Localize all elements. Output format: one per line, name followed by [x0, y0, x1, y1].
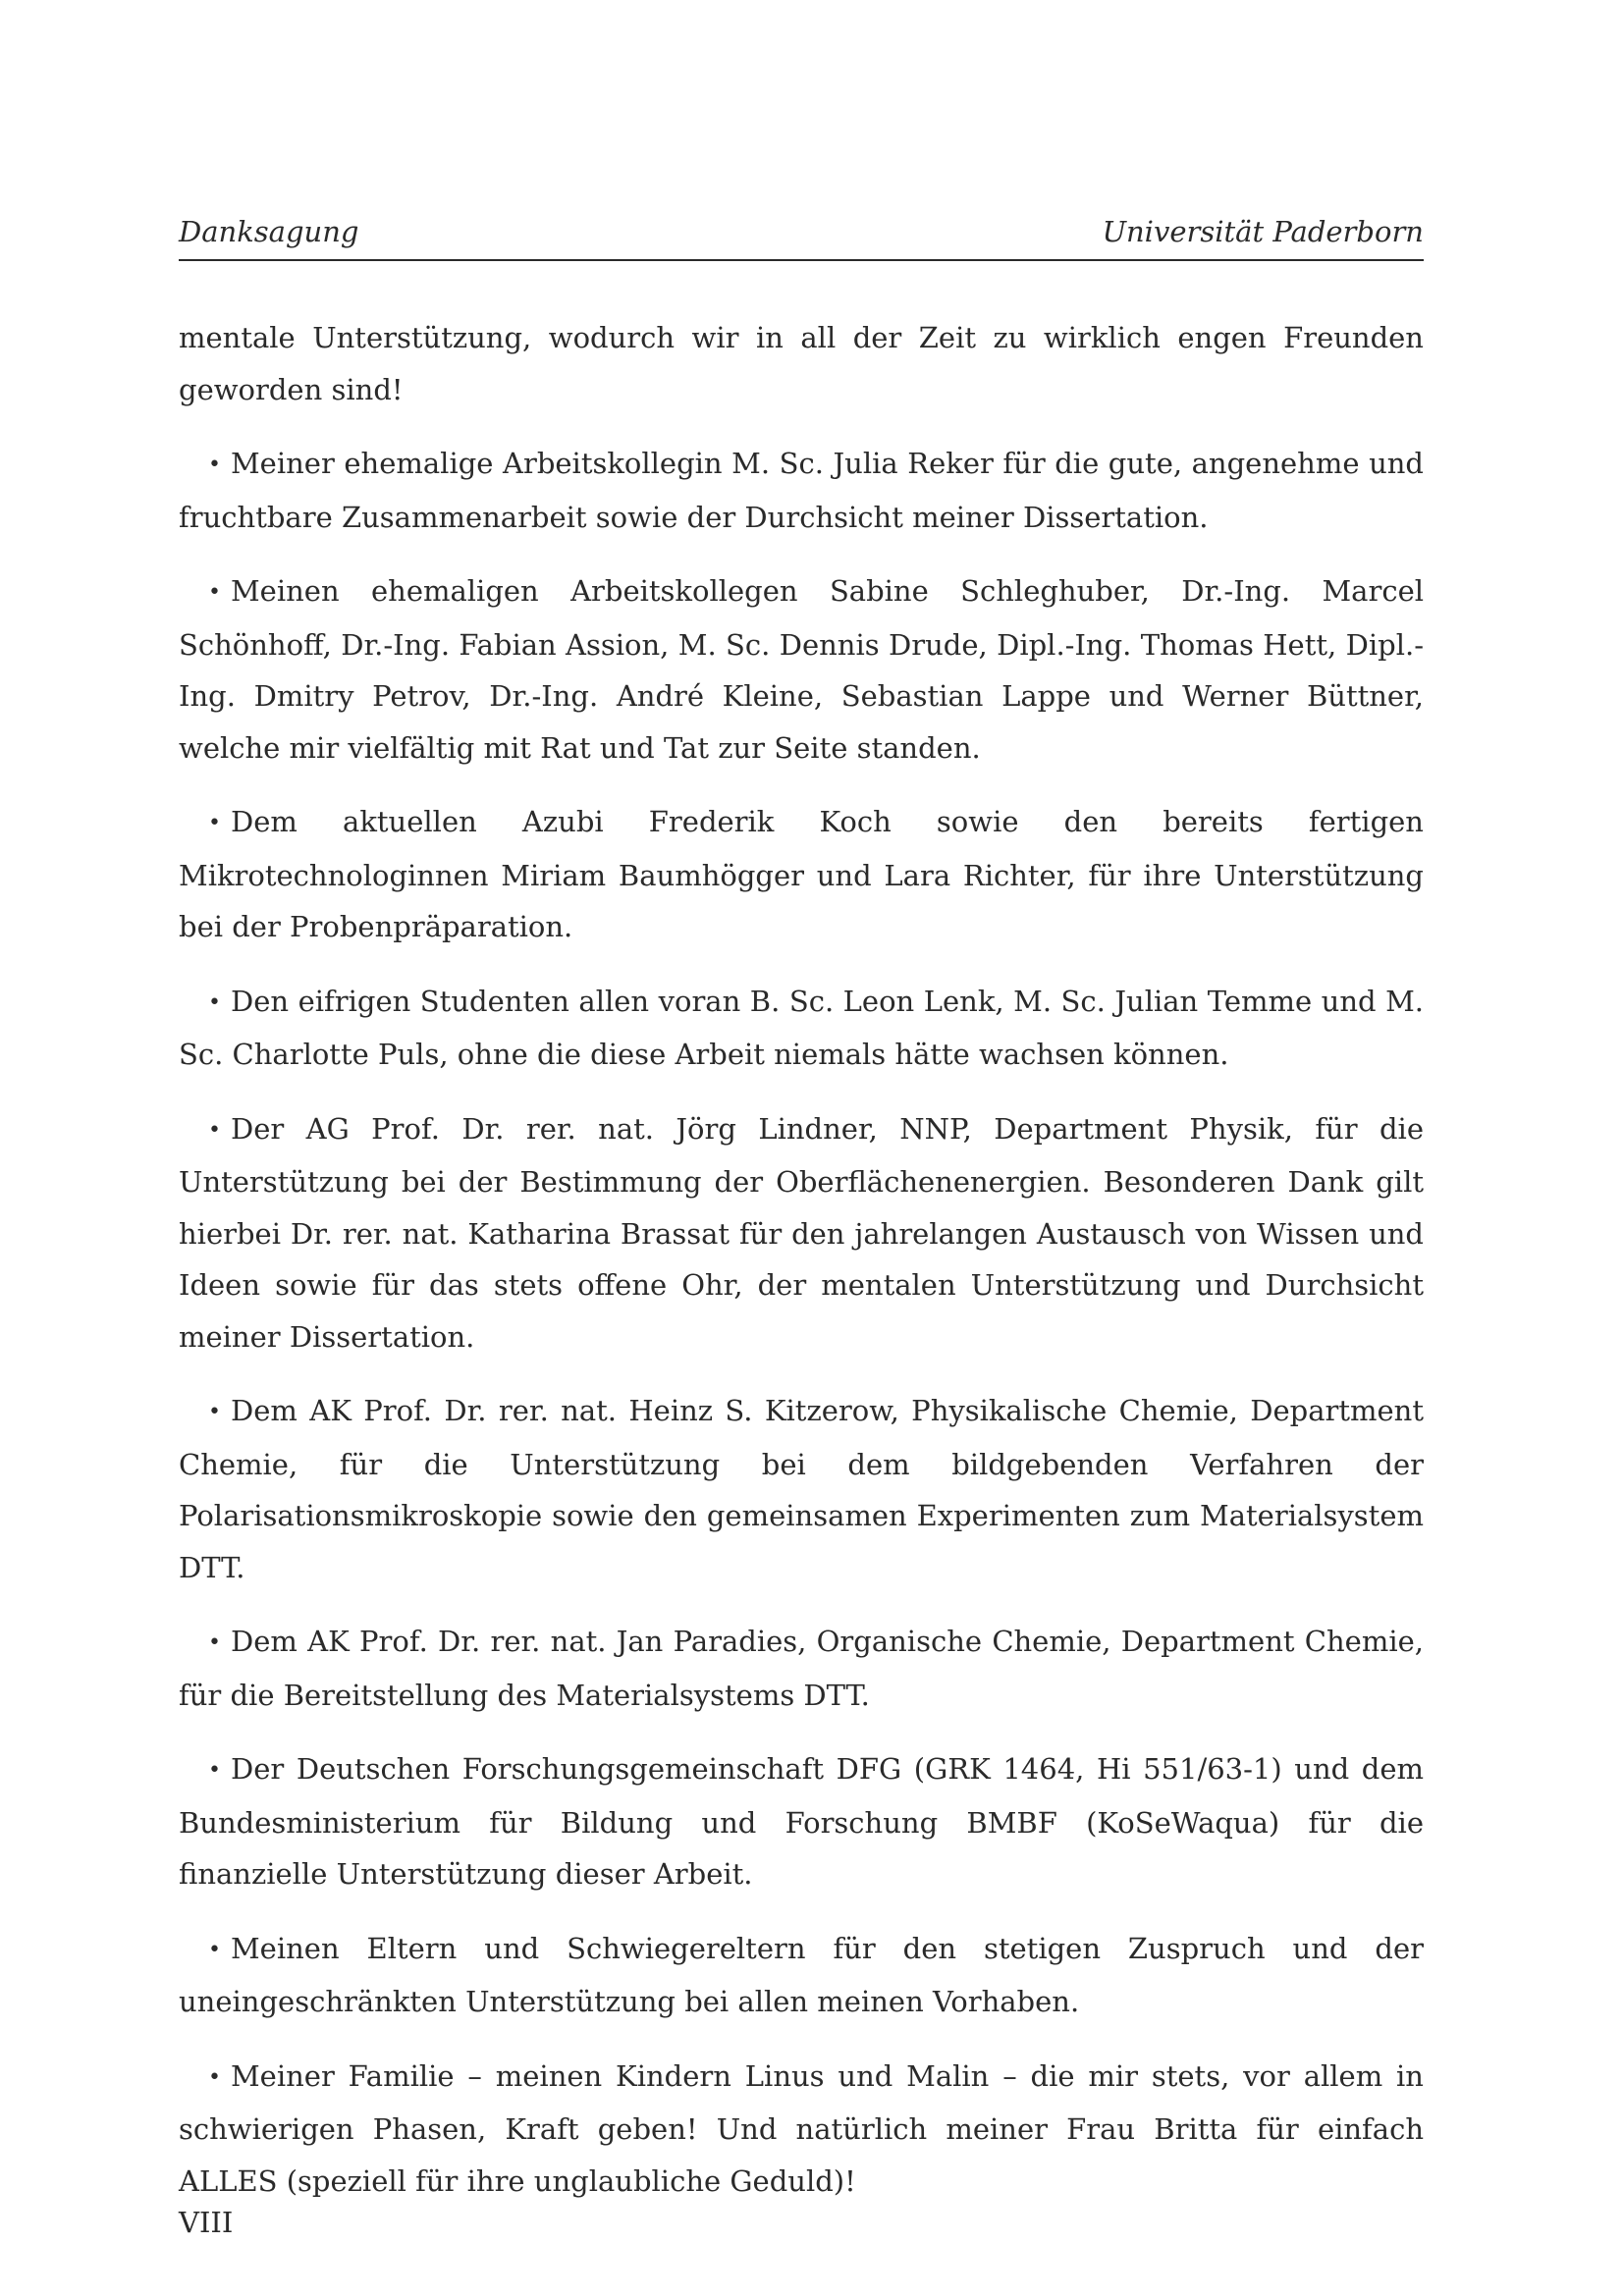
list-item	[179, 1743, 1424, 1900]
bullet-icon: •	[208, 811, 221, 835]
list-item-text: Meiner ehemalige Arbeitskollegin M. Sc. Julia Reker für die gute, angenehme und fruchtbare Zusammenarbeit sowie der Durchsicht meiner Dissertation.	[179, 447, 1424, 534]
list-item-text: Den eifrigen Studenten allen voran B. Sc. Leon Lenk, M. Sc. Julian Temme und M. Sc. Charlotte Puls, ohne die diese Arbeit niemals hätte wachsen können.	[179, 984, 1424, 1071]
bullet-icon: •	[208, 580, 221, 605]
bullet-icon: •	[208, 2064, 221, 2090]
page-number: VIII	[179, 2206, 234, 2239]
list-item	[179, 2051, 1424, 2208]
header-chapter-title: Danksagung	[179, 215, 359, 248]
list-item	[179, 976, 1424, 1081]
list-item-text: Der Deutschen Forschungsgemeinschaft DFG (GRK 1464, Hi 551/63-1) und dem Bundesministerium für Bildung und Forschung BMBF (KoSeWaqua) für die finanzielle Unterstützung dieser Arbeit.	[179, 1752, 1424, 1891]
bullet-icon: •	[208, 453, 221, 477]
list-item-text: Dem aktuellen Azubi Frederik Koch sowie den bereits fertigen Mikrotechnologinnen Miriam Baumhögger und Lara Richter, für ihre Unterstützung bei der Probenpräparation.	[179, 805, 1424, 943]
acknowledgements-body	[179, 312, 1424, 2229]
list-item	[179, 796, 1424, 953]
running-header	[179, 208, 1424, 255]
bullet-icon: •	[208, 1758, 221, 1783]
list-item-text: Meinen ehemaligen Arbeitskollegen Sabine Schleghuber, Dr.-Ing. Marcel Schönhoff, Dr.-Ing. Fabian Assion, M. Sc. Dennis Drude, Dipl.-Ing. Thomas Hett, Dipl.-Ing. Dmitry Petrov, Dr.-Ing. André Kleine, Sebastian Lappe und Werner Büttner, welche mir vielfältig mit Rat und Tat zur Seite standen.	[179, 574, 1424, 765]
list-item	[179, 565, 1424, 774]
header-institution: Universität Paderborn	[1102, 215, 1424, 248]
list-item-text: Meiner Familie – meinen Kindern Linus und Malin – die mir stets, vor allem in schwierigen Phasen, Kraft geben! Und natürlich meiner Frau Britta für einfach ALLES (speziell für ihre unglaubliche Geduld)!	[179, 2058, 1424, 2198]
list-item	[179, 1103, 1424, 1363]
bullet-icon: •	[208, 1630, 221, 1655]
list-item-text: Dem AK Prof. Dr. rer. nat. Jan Paradies, Organische Chemie, Department Chemie, für die Bereitstellung des Materialsystems DTT.	[179, 1625, 1424, 1712]
bullet-icon: •	[208, 989, 221, 1015]
bullet-icon: •	[208, 1937, 221, 1962]
list-item-text: Der AG Prof. Dr. rer. nat. Jörg Lindner, NNP, Department Physik, für die Unterstützung bei der Bestimmung der Oberflächenenergien. Besonderen Dank gilt hierbei Dr. rer. nat. Katharina Brassat für den jahrelangen Austausch von Wissen und Ideen sowie für das stets offene Ohr, der mentalen Unterstützung und Durchsicht meiner Dissertation.	[179, 1111, 1424, 1354]
list-item	[179, 1385, 1424, 1593]
list-item	[179, 1616, 1424, 1721]
list-item	[179, 438, 1424, 543]
bullet-icon: •	[208, 1400, 221, 1424]
header-rule	[179, 259, 1424, 261]
list-item-text: Dem AK Prof. Dr. rer. nat. Heinz S. Kitzerow, Physikalische Chemie, Department Chemie, für die Unterstützung bei dem bildgebenden Verfahren der Polarisationsmikroskopie sowie den gemeinsamen Experimenten zum Materialsystem DTT.	[179, 1394, 1424, 1584]
intro-paragraph: mentale Unterstützung, wodurch wir in all der Zeit zu wirklich engen Freunden geworden sind!	[179, 321, 1424, 406]
bullet-icon: •	[208, 1117, 221, 1143]
list-item	[179, 1923, 1424, 2028]
list-item-text: Meinen Eltern und Schwiegereltern für den stetigen Zuspruch und der uneingeschränkten Unterstützung bei allen meinen Vorhaben.	[179, 1931, 1424, 2018]
